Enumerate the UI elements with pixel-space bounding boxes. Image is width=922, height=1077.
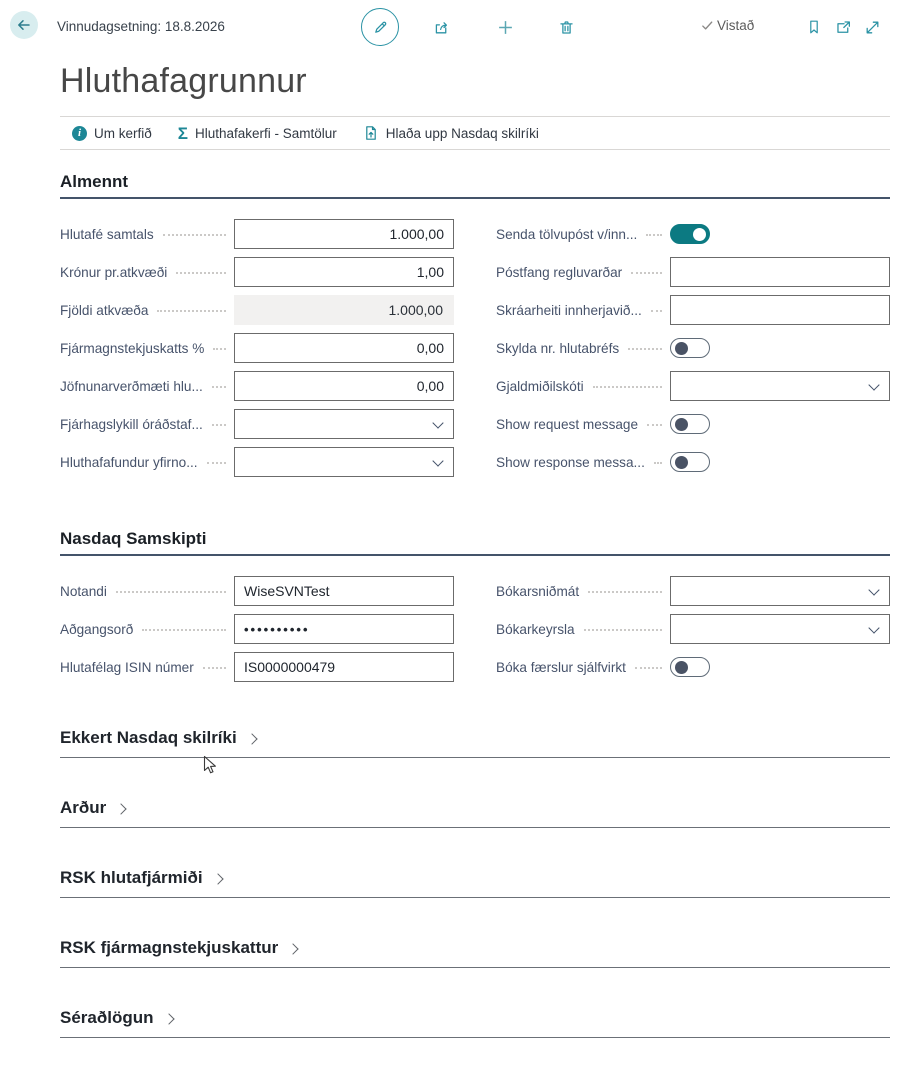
field-control [234, 652, 454, 682]
field-control [670, 224, 890, 244]
field-control [670, 257, 890, 287]
field-label: Bóka færslur sjálfvirkt [496, 660, 670, 675]
field-label: Senda tölvupóst v/inn... [496, 227, 670, 242]
action-bar [60, 116, 890, 150]
dropdown-field[interactable] [670, 576, 890, 606]
field-control [670, 657, 890, 677]
action-item-label: Hluthafakerfi - Samtölur [194, 125, 337, 141]
action-item-2[interactable] [363, 125, 539, 141]
dotted-leader [176, 272, 226, 274]
field-row [60, 295, 454, 325]
delete-icon[interactable] [558, 19, 574, 35]
collapsed-section-0[interactable] [60, 728, 890, 758]
dotted-leader [654, 462, 662, 464]
field-control [670, 614, 890, 644]
dotted-leader [646, 234, 662, 236]
field-row [60, 371, 454, 401]
edit-button[interactable] [361, 8, 399, 46]
field-row [496, 614, 890, 644]
top-command-bar [0, 0, 922, 54]
field-row [496, 295, 890, 325]
field-label: Aðgangsorð [60, 622, 234, 637]
chevron-right-icon [163, 1013, 174, 1024]
field-label: Hlutafé samtals [60, 227, 234, 242]
toggle-switch[interactable] [670, 657, 710, 677]
toggle-switch[interactable] [670, 338, 710, 358]
toggle-knob [675, 661, 688, 674]
toggle-knob [693, 228, 706, 241]
field-control [234, 295, 454, 325]
input-field[interactable] [234, 371, 454, 401]
dotted-leader [207, 462, 226, 464]
toggle-switch[interactable] [670, 224, 710, 244]
dotted-leader [647, 424, 662, 426]
toggle-knob [675, 456, 688, 469]
field-row [60, 257, 454, 287]
edit-pencil-icon [372, 19, 389, 36]
toggle-knob [675, 418, 688, 431]
action-item-0[interactable] [72, 126, 152, 141]
collapsed-section-4[interactable] [60, 1008, 890, 1038]
expand-icon[interactable] [864, 19, 880, 35]
action-item-1[interactable] [177, 123, 337, 143]
add-icon[interactable] [497, 19, 513, 35]
collapsed-section-title: RSK fjármagnstekjuskattur [60, 938, 279, 957]
input-field[interactable] [234, 576, 454, 606]
field-control [670, 338, 890, 358]
nasdaq-right-column [496, 576, 890, 690]
disabled-field: 1.000,00 [234, 295, 454, 325]
chevron-down-icon [432, 455, 443, 466]
input-field[interactable] [234, 257, 454, 287]
field-row [60, 447, 454, 477]
input-field[interactable] [670, 295, 890, 325]
page-content [60, 58, 890, 1038]
field-control [670, 371, 890, 401]
field-label: Show request message [496, 417, 670, 432]
dropdown-field[interactable] [234, 409, 454, 439]
field-row [496, 219, 890, 249]
field-row [60, 219, 454, 249]
collapsed-section-1[interactable] [60, 798, 890, 828]
field-label: Skylda nr. hlutabréfs [496, 341, 670, 356]
field-row [496, 257, 890, 287]
page-title: Hluthafagrunnur [60, 62, 307, 100]
field-control [670, 414, 890, 434]
input-field[interactable] [670, 257, 890, 287]
dotted-leader [163, 234, 226, 236]
toggle-knob [675, 342, 688, 355]
field-control [234, 333, 454, 363]
collapsed-section-3[interactable] [60, 938, 890, 968]
field-label: Fjármagnstekjuskatts % [60, 341, 234, 356]
dotted-leader [593, 386, 662, 388]
field-control [234, 371, 454, 401]
field-control [234, 409, 454, 439]
toggle-switch[interactable] [670, 414, 710, 434]
bookmark-icon[interactable] [806, 19, 822, 35]
dropdown-field[interactable] [670, 614, 890, 644]
field-row [496, 409, 890, 439]
nasdaq-fields [60, 576, 890, 690]
almennt-left-column [60, 219, 454, 485]
field-label: Hlutafélag ISIN númer [60, 660, 234, 675]
field-control [234, 257, 454, 287]
save-status [700, 18, 754, 33]
field-control [670, 295, 890, 325]
field-label: Fjöldi atkvæða [60, 303, 234, 318]
open-in-window-icon[interactable] [835, 19, 851, 35]
field-control [670, 452, 890, 472]
dropdown-field[interactable] [234, 447, 454, 477]
field-row [496, 576, 890, 606]
collapsed-section-title: Arður [60, 798, 107, 817]
dotted-leader [213, 348, 226, 350]
chevron-down-icon [868, 379, 879, 390]
dotted-leader [651, 310, 662, 312]
chevron-right-icon [116, 803, 127, 814]
collapsed-section-title: RSK hlutafjármiði [60, 868, 203, 887]
field-label: Bókarsniðmát [496, 584, 670, 599]
field-control [234, 614, 454, 644]
dotted-leader [142, 629, 226, 631]
field-row [60, 652, 454, 682]
field-label: Gjaldmiðilskóti [496, 379, 670, 394]
dotted-leader [116, 591, 226, 593]
field-label: Show response messa... [496, 455, 670, 470]
password-field[interactable] [234, 614, 454, 644]
chevron-down-icon [868, 584, 879, 595]
field-control [234, 576, 454, 606]
chevron-down-icon [432, 417, 443, 428]
back-arrow-icon [16, 17, 32, 33]
field-label: Póstfang regluvarðar [496, 265, 670, 280]
check-icon [700, 18, 715, 33]
field-label: Hluthafafundur yfirno... [60, 455, 234, 470]
dotted-leader [584, 629, 662, 631]
collapsed-section-2[interactable] [60, 868, 890, 898]
dotted-leader [635, 667, 662, 669]
dotted-leader [628, 348, 662, 350]
upload-file-icon [363, 125, 379, 141]
dotted-leader [157, 310, 226, 312]
field-label: Fjárhagslykill óráðstaf... [60, 417, 234, 432]
action-item-label: Um kerfið [94, 125, 152, 141]
chevron-down-icon [868, 622, 879, 633]
info-icon: i [72, 126, 87, 141]
action-item-label: Hlaða upp Nasdaq skilríki [385, 125, 539, 141]
field-control [234, 447, 454, 477]
field-row [496, 333, 890, 363]
field-label: Notandi [60, 584, 234, 599]
toggle-switch[interactable] [670, 452, 710, 472]
field-label: Krónur pr.atkvæði [60, 265, 234, 280]
collapsed-sections [60, 728, 890, 1038]
dotted-leader [588, 591, 662, 593]
dotted-leader [631, 272, 662, 274]
field-row [60, 333, 454, 363]
field-row [60, 576, 454, 606]
input-field[interactable] [234, 333, 454, 363]
field-label: Bókarkeyrsla [496, 622, 670, 637]
work-date-label: Vinnudagsetning: 18.8.2026 [57, 19, 225, 34]
chevron-right-icon [288, 943, 299, 954]
save-status-label: Vistað [717, 18, 755, 33]
field-row [60, 614, 454, 644]
field-label: Jöfnunarverðmæti hlu... [60, 379, 234, 394]
almennt-fields [60, 219, 890, 485]
back-button[interactable] [10, 11, 38, 39]
field-control [234, 219, 454, 249]
dotted-leader [212, 424, 226, 426]
almennt-right-column [496, 219, 890, 485]
dropdown-field[interactable] [670, 371, 890, 401]
dotted-leader [203, 667, 226, 669]
field-row [496, 371, 890, 401]
share-icon[interactable] [433, 19, 449, 35]
field-row [496, 652, 890, 682]
section-heading-nasdaq[interactable]: Nasdaq Samskipti [60, 529, 890, 556]
nasdaq-left-column [60, 576, 454, 690]
field-row [60, 409, 454, 439]
chevron-right-icon [212, 873, 223, 884]
chevron-right-icon [246, 733, 257, 744]
field-label: Skráarheiti innherjavið... [496, 303, 670, 318]
input-field[interactable] [234, 219, 454, 249]
input-field[interactable] [234, 652, 454, 682]
collapsed-section-title: Séraðlögun [60, 1008, 154, 1027]
collapsed-section-title: Ekkert Nasdaq skilríki [60, 728, 237, 747]
sigma-icon: Σ [177, 123, 188, 143]
field-control [670, 576, 890, 606]
section-heading-almennt[interactable]: Almennt [60, 172, 890, 199]
field-row [496, 447, 890, 477]
dotted-leader [212, 386, 226, 388]
